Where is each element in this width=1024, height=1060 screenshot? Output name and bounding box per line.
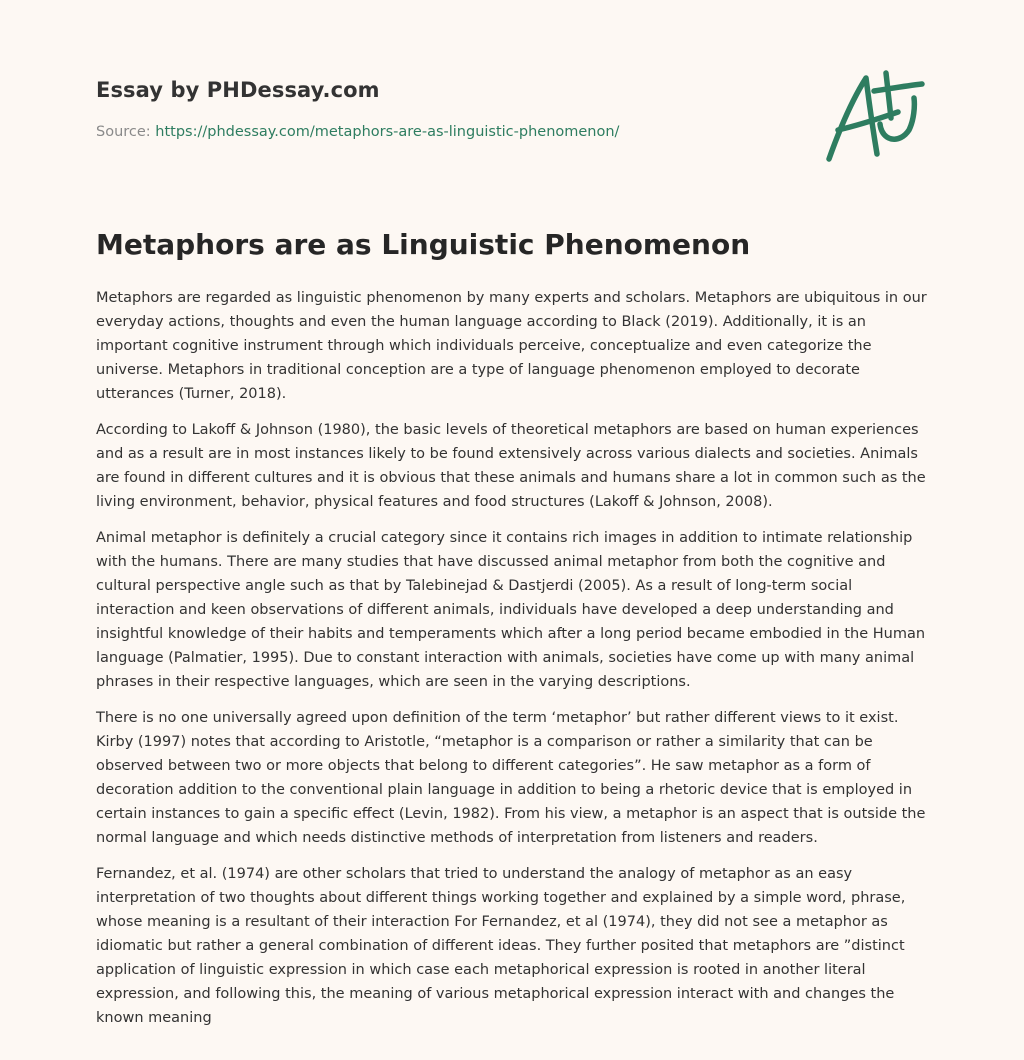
paragraph: There is no one universally agreed upon definition of the term ‘metaphor’ but rather different views to it exist. Kirby (1997) notes that according to Aristotle, “metaphor is a comparison or rather a similarity that can be observed between two or more objects that belong to different categories”. He saw metaphor as a form of decoration addition to the conventional plain language in addition to being a rhetoric device that is employed in certain instances to gain a specific effect (Levin, 1982). From his view, a metaphor is an aspect that is outside the normal language and which needs distinctive methods of interpretation from listeners and readers. — [96, 710, 926, 846]
paragraph: According to Lakoff & Johnson (1980), the basic levels of theoretical metaphors are based on human experiences and as a result are in most instances likely to be found extensively across various dialects and societies. Animals are found in different cultures and it is obvious that these animals and humans share a lot in common such as the living environment, behavior, physical features and food structures (Lakoff & Johnson, 2008). — [96, 422, 926, 510]
paragraph: Fernandez, et al. (1974) are other scholars that tried to understand the analogy of metaphor as an easy interpretation of two thoughts about different things working together and explained by a simple word, phrase, whose meaning is a resultant of their interaction For Fernandez, et al (1974), they did not see a metaphor as idiomatic but rather a general combination of different ideas. They further posited that metaphors are ”distinct application of linguistic expression in which case each metaphorical expression is rooted in another literal expression, and following this, the meaning of various metaphorical expression interact with and changes the known meaning — [96, 866, 906, 1026]
source-line — [96, 124, 619, 140]
paragraph: Metaphors are regarded as linguistic phenomenon by many experts and scholars. Metaphors are ubiquitous in our everyday actions, thoughts and even the human language according to Black (2019). Additionally, it is an important cognitive instrument through which individuals perceive, conceptualize and even categorize the universe. Metaphors in traditional conception are a type of language phenomenon employed to decorate utterances (Turner, 2018). — [96, 290, 927, 402]
site-brand: Essay by PHDessay.com — [96, 78, 380, 102]
page-header — [96, 76, 796, 140]
a-plus-grade-icon — [822, 68, 928, 164]
source-label: Source: — [96, 124, 156, 140]
essay-title: Metaphors are as Linguistic Phenomenon — [96, 228, 751, 261]
essay-body — [96, 286, 932, 1042]
source-link[interactable]: https://phdessay.com/metaphors-are-as-linguistic-phenomenon/ — [155, 124, 620, 140]
paragraph: Animal metaphor is definitely a crucial category since it contains rich images in addition to intimate relationship with the humans. There are many studies that have discussed animal metaphor from both the cognitive and cultural perspective angle such as that by Talebinejad & Dastjerdi (2005). As a result of long-term social interaction and keen observations of different animals, individuals have developed a deep understanding and insightful knowledge of their habits and temperaments which after a long period became embodied in the Human language (Palmatier, 1995). Due to constant interaction with animals, societies have come up with many animal phrases in their respective languages, which are seen in the varying descriptions. — [96, 530, 926, 690]
